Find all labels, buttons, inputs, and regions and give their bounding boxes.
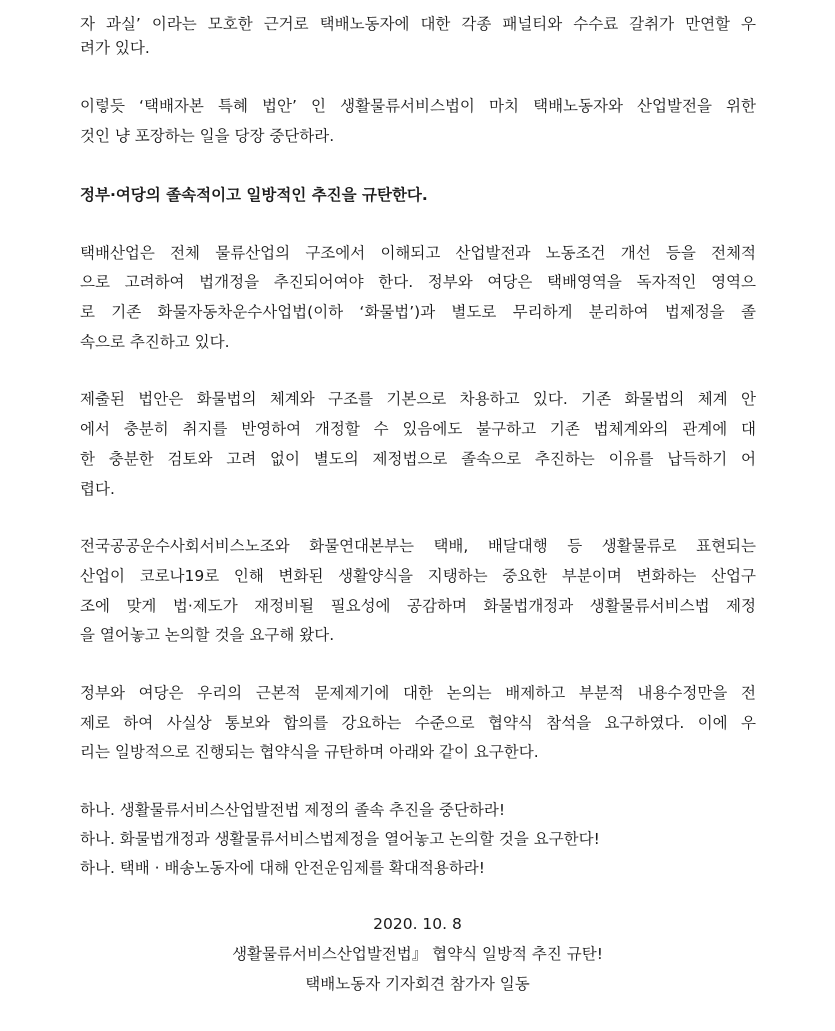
demand-item: 하나. 택배 · 배송노동자에 대해 안전운임제를 확대적용하라!: [80, 859, 485, 877]
paragraph-line: 에서 충분히 취지를 반영하여 개정할 수 있음에도 불구하고 기존 법체계와의 관계에 대: [80, 420, 756, 438]
paragraph-line: 조에 맞게 법·제도가 재정비될 필요성에 공감하며 화물법개정과 생활물류서비스법 제정: [80, 597, 756, 615]
paragraph-line: 한 충분한 검토와 고려 없이 별도의 제정법으로 졸속으로 추진하는 이유를 납득하기 어: [80, 450, 756, 468]
paragraph-line: 속으로 추진하고 있다.: [80, 333, 230, 351]
paragraph-line: 을 열어놓고 논의할 것을 요구해 왔다.: [80, 626, 335, 644]
paragraph-line: 제로 하여 사실상 통보와 합의를 강요하는 수준으로 협약식 참석을 요구하였다. 이에 우: [80, 714, 756, 732]
paragraph-line: 려가 있다.: [80, 39, 150, 57]
paragraph-line: 산업이 코로나19로 인해 변화된 생활양식을 지탱하는 중요한 부분이며 변화하는 산업구: [80, 567, 756, 585]
paragraph-line: 렵다.: [80, 480, 115, 498]
paragraph-line: 로 기존 화물자동차운수사업법(이하 ‘화물법’)과 별도로 무리하게 분리하여 법제정을 졸: [80, 303, 756, 321]
paragraph-line: 것인 냥 포장하는 일을 당장 중단하라.: [80, 127, 335, 145]
paragraph-line: 전국공공운수사회서비스노조와 화물연대본부는 택배, 배달대행 등 생활물류로 표현되는: [80, 537, 756, 555]
demand-item: 하나. 생활물류서비스산업발전법 제정의 졸속 추진을 중단하라!: [80, 801, 506, 819]
paragraph-line: 이렇듯 ‘택배자본 특혜 법안’ 인 생활물류서비스법이 마치 택배노동자와 산업발전을 위한: [80, 97, 756, 115]
paragraph-line: 택배산업은 전체 물류산업의 구조에서 이해되고 산업발전과 노동조건 개선 등을 전체적: [80, 244, 756, 262]
paragraph-line: 정부와 여당은 우리의 근본적 문제제기에 대한 논의는 배제하고 부분적 내용수정만을 전: [80, 684, 756, 702]
paragraph-line: 으로 고려하여 법개정을 추진되어여야 한다. 정부와 여당은 택배영역을 독자적인 영역으: [80, 273, 756, 291]
demand-item: 하나. 화물법개정과 생활물류서비스법제정을 열어놓고 논의할 것을 요구한다!: [80, 830, 600, 848]
section-heading: 정부·여당의 졸속적이고 일방적인 추진을 규탄한다.: [80, 186, 428, 204]
statement-date: 2020. 10. 8: [373, 915, 462, 933]
statement-signature: 택배노동자 기자회견 참가자 일동: [305, 975, 530, 993]
paragraph-line: 자 과실’ 이라는 모호한 근거로 택배노동자에 대한 각종 패널티와 수수료 갈취가 만연할 우: [80, 15, 756, 33]
statement-title: 생활물류서비스산업발전법』 협약식 일방적 추진 규탄!: [232, 945, 603, 963]
paragraph-line: 리는 일방적으로 진행되는 협약식을 규탄하며 아래와 같이 요구한다.: [80, 743, 539, 761]
paragraph-line: 제출된 법안은 화물법의 체계와 구조를 기본으로 차용하고 있다. 기존 화물법의 체계 안: [80, 390, 756, 408]
